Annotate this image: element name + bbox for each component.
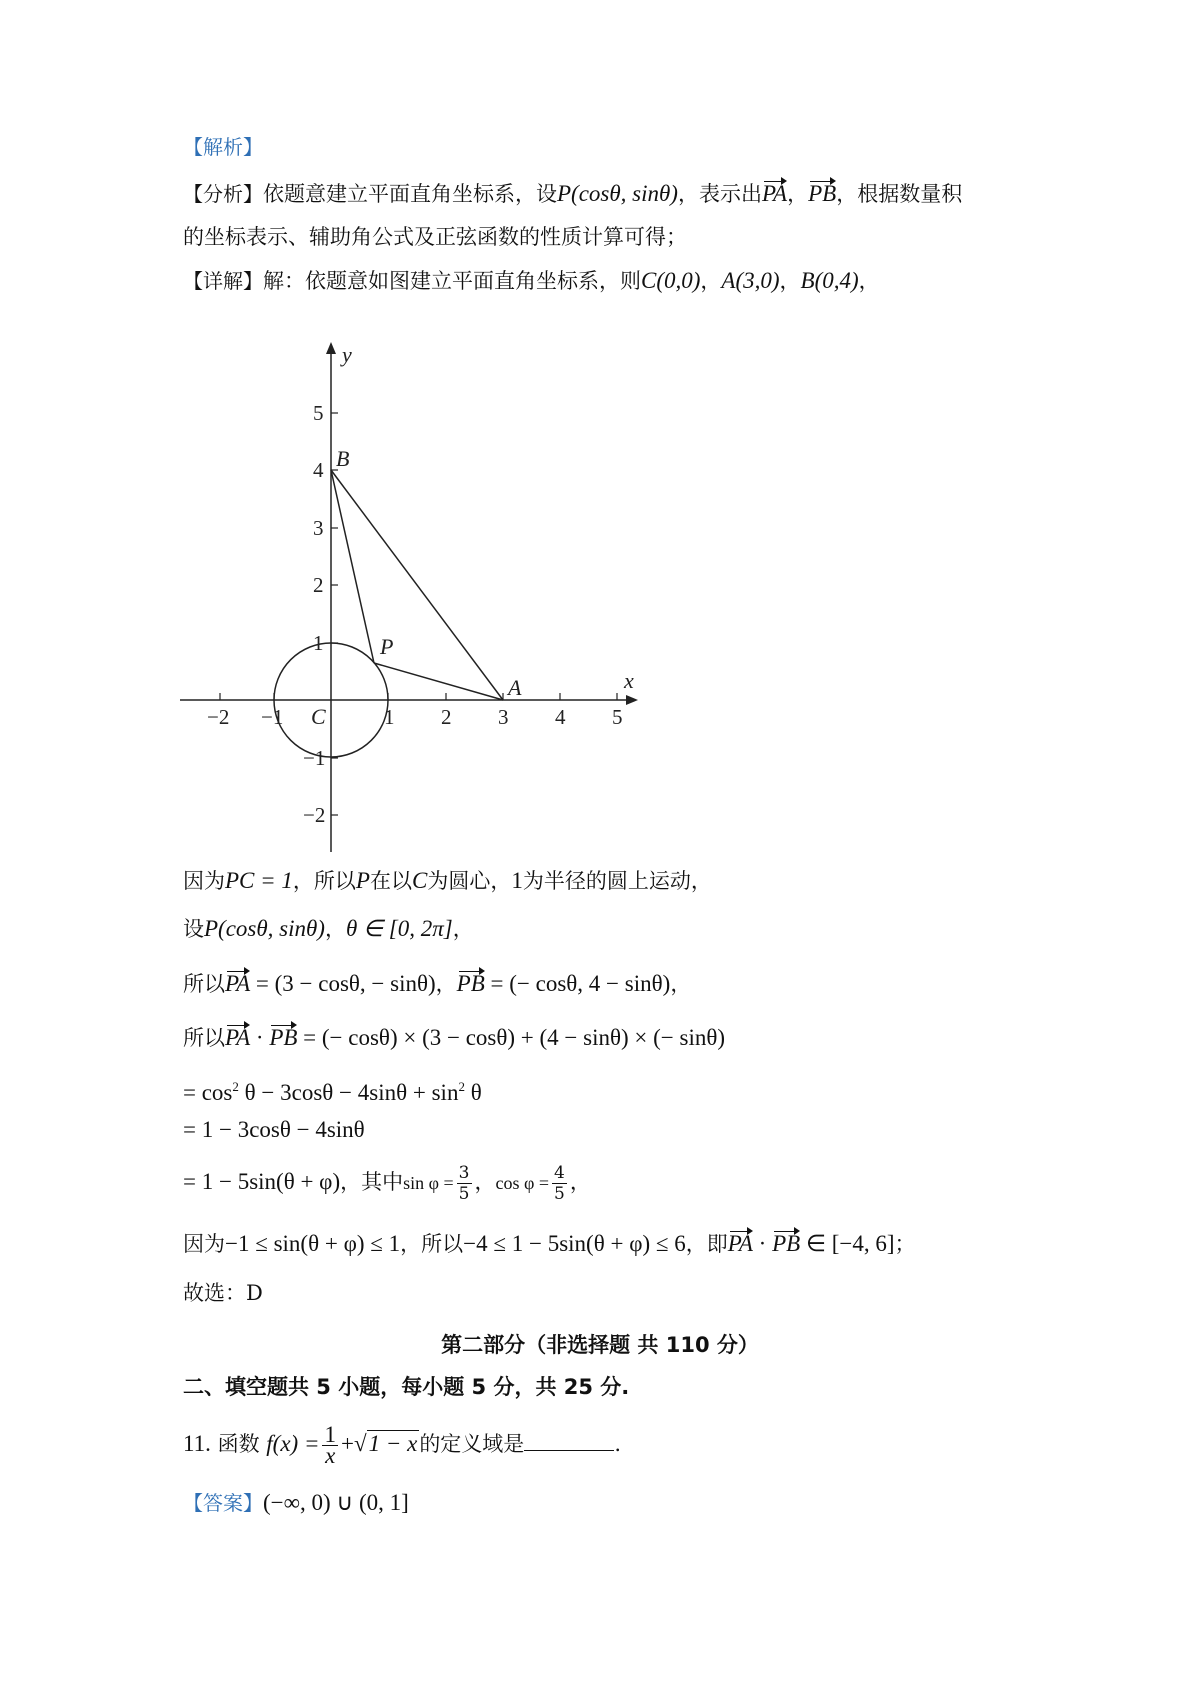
step-3 [183,967,691,999]
vector-pa: PA [728,1227,753,1259]
point-label-p: P [380,634,394,659]
step-text: ， [569,1170,591,1194]
question-text: 函数 [217,1432,260,1456]
detail-point-c: C(0,0) [641,268,701,293]
step-math: P [355,868,370,893]
step-math-sup: 2 [232,1079,239,1094]
step-math: 1 [511,868,523,893]
step-math: = cos [183,1080,233,1105]
fraction-numerator: 3 [458,1163,470,1183]
y-tick-label: −1 [303,746,326,770]
step-math: ∈ [−4, 6] [800,1231,895,1256]
final-choice: 故选：D [183,1281,263,1305]
x-tick-label: −2 [207,705,230,729]
analysis-p-point: P(cosθ, sinθ) [557,181,678,206]
y-tick-label: 2 [313,573,324,597]
question-11 [183,1422,621,1468]
step-text: ， [324,917,346,941]
y-axis-arrow [326,342,336,354]
y-axis-label: y [342,342,352,367]
x-axis-label: x [624,668,634,693]
step-text: ； [894,1232,916,1256]
step-1 [183,866,712,896]
step-math: PC = 1 [225,868,293,893]
step-4 [183,1021,725,1053]
answer-line [183,1488,409,1518]
fraction-three-fifths [457,1163,472,1204]
step-math: −1 ≤ sin(θ + φ) ≤ 1 [225,1231,401,1256]
step-math-sup: 2 [458,1079,465,1094]
step-text: ，所以 [292,869,356,893]
detail-comma: ， [858,269,880,293]
x-tick-label: −1 [261,705,284,729]
step-9-answer [183,1278,263,1308]
analysis-text-line2: 的坐标表示、辅助角公式及正弦函数的性质计算可得； [183,225,687,249]
step-text: ，所以 [400,1232,464,1256]
x-tick-label: 5 [612,705,623,729]
step-math: = (3 − cosθ, − sinθ) [250,971,436,996]
detail-tag: 【详解】 [183,269,263,293]
answer-blank [524,1430,614,1451]
step-text: 在以 [369,869,412,893]
analysis-vec-pa: PA [762,177,787,209]
x-tick-label: 3 [498,705,509,729]
sqrt-radicand: 1 − x [368,1431,418,1456]
step-8 [183,1227,916,1259]
y-tick-label: −2 [303,803,326,827]
y-tick-label: 5 [313,401,324,425]
step-text: 所以 [183,1026,225,1050]
step-math: = 1 − 3cosθ − 4sinθ [183,1117,365,1142]
fraction-denominator: x [325,1443,336,1468]
step-text: ，即 [685,1232,728,1256]
step-text: 因为 [183,869,225,893]
y-tick-label: 4 [313,458,324,482]
sqrt-symbol: √ [353,1431,367,1456]
analysis-tag: 【分析】 [183,182,263,206]
section-heading [183,1372,629,1402]
vector-pa: PA [225,967,250,999]
analysis-text-1: 依题意建立平面直角坐标系，设 [263,182,557,206]
step-math: sin φ = [403,1173,454,1193]
jiexi-tag: 【解析】 [183,135,263,159]
step-text: 为圆心， [427,869,512,893]
step-7 [183,1163,591,1204]
answer-tag: 【答案】 [183,1491,263,1515]
point-label-c: C [311,704,326,729]
vector-pb: PB [457,967,485,999]
point-label-b: B [336,446,350,471]
question-number: 11. [183,1431,211,1456]
question-text: 的定义域是 [419,1432,525,1456]
step-math: · [250,1025,270,1050]
step-math: = 1 − 5sin(θ + φ) [183,1169,341,1194]
step-math: = (− cosθ) × (3 − cosθ) + (4 − sinθ) × (− sinθ) [297,1025,726,1050]
question-math: f(x) = [266,1431,320,1456]
step-text: ， [474,1170,496,1194]
step-math: C [411,868,428,893]
vector-pb: PB [772,1227,800,1259]
step-math: cos φ = [495,1173,550,1193]
step-text: 所以 [183,972,225,996]
question-text: . [614,1432,621,1456]
step-math: θ ∈ [0, 2π] [345,916,453,941]
step-math: θ − 3cosθ − 4sinθ + sin [238,1080,459,1105]
analysis-text-2: ，表示出 [677,182,762,206]
fraction-numerator: 1 [324,1422,336,1447]
x-axis-arrow [626,695,638,705]
analysis-text-3: ，根据数量积 [836,182,963,206]
part2-title: 第二部分（非选择题 共 110 分） [441,1333,759,1357]
step-text: ， [452,917,474,941]
detail-comma: ， [700,269,722,293]
step-text: ， [670,972,692,996]
segment-pa [374,663,503,700]
question-math: + [340,1431,354,1456]
step-text: 因为 [183,1232,225,1256]
step-6 [183,1115,365,1145]
fraction-four-fifths [552,1163,567,1204]
vector-pb: PB [269,1021,297,1053]
section-title: 二、填空题共 5 小题，每小题 5 分，共 25 分. [183,1375,630,1399]
detail-point-a: A(3,0) [721,268,780,293]
step-text: 为半径的圆上运动， [522,869,712,893]
step-math: P(cosθ, sinθ) [204,916,325,941]
step-math: = (− cosθ, 4 − sinθ) [484,971,671,996]
step-5 [183,1072,482,1108]
detail-text: 解：依题意如图建立平面直角坐标系，则 [263,269,641,293]
step-math: −4 ≤ 1 − 5sin(θ + φ) ≤ 6 [463,1231,686,1256]
analysis-sep: ， [787,182,809,206]
y-tick-label: 1 [313,631,324,655]
step-math: θ [464,1080,482,1105]
step-text: ， [435,972,457,996]
point-label-a: A [508,675,522,700]
fraction-one-over-x [322,1422,338,1468]
step-text: 设 [183,917,204,941]
vector-pa: PA [225,1021,250,1053]
x-tick-label: 1 [384,705,395,729]
x-tick-label: 2 [441,705,452,729]
fraction-denominator: 5 [458,1184,470,1204]
fraction-denominator: 5 [554,1184,565,1204]
analysis-vec-pb: PB [808,177,836,209]
step-text: ，其中 [340,1170,404,1194]
step-math: · [752,1231,773,1256]
detail-point-b: B(0,4) [800,268,859,293]
y-tick-label: 3 [313,516,324,540]
fraction-numerator: 4 [554,1163,565,1183]
detail-comma: ， [779,269,801,293]
answer-value: (−∞, 0) ∪ (0, 1] [263,1490,409,1515]
step-2 [183,914,474,944]
x-tick-label: 4 [555,705,566,729]
